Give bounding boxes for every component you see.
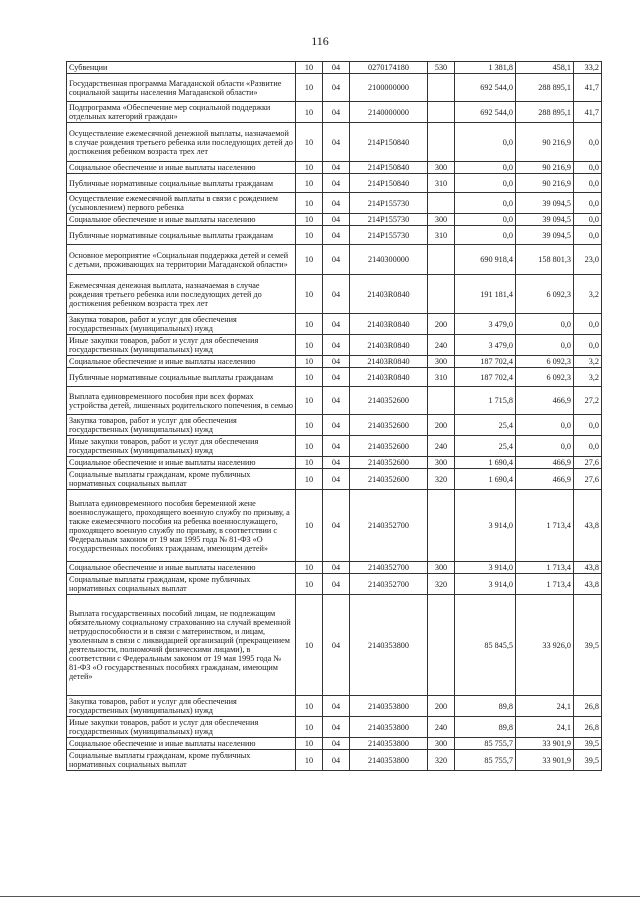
row-plan-amount: 692 544,0 <box>455 102 516 123</box>
row-actual-amount: 6 092,3 <box>516 275 574 314</box>
row-actual-amount: 6 092,3 <box>516 368 574 387</box>
row-subsection: 04 <box>323 696 350 717</box>
row-section: 10 <box>296 696 323 717</box>
row-section: 10 <box>296 717 323 738</box>
page-number: 116 <box>311 34 329 48</box>
row-plan-amount: 85 755,7 <box>455 750 516 771</box>
table-row <box>67 490 602 562</box>
row-name: Подпрограмма «Обеспечение мер социальной поддержки отдельных категорий граждан» <box>67 102 296 123</box>
row-plan-amount: 191 181,4 <box>455 275 516 314</box>
table-row <box>67 74 602 102</box>
row-subsection: 04 <box>323 595 350 696</box>
row-expense-type: 300 <box>428 356 455 368</box>
row-percent: 3,2 <box>574 275 602 314</box>
table-row <box>67 436 602 457</box>
row-plan-amount: 89,8 <box>455 696 516 717</box>
row-name: Социальные выплаты гражданам, кроме публичных нормативных социальных выплат <box>67 750 296 771</box>
row-percent: 39,5 <box>574 738 602 750</box>
row-name: Государственная программа Магаданской области «Развитие социальной защиты населения Магаданской области» <box>67 74 296 102</box>
row-expense-type <box>428 387 455 415</box>
row-target-article: 21403R0840 <box>350 275 428 314</box>
row-target-article: 2140353800 <box>350 750 428 771</box>
row-subsection: 04 <box>323 335 350 356</box>
row-section: 10 <box>296 74 323 102</box>
row-expense-type <box>428 490 455 562</box>
row-target-article: 2140353800 <box>350 738 428 750</box>
row-section: 10 <box>296 314 323 335</box>
table-row <box>67 245 602 275</box>
row-name: Выплата единовременного пособия при всех формах устройства детей, лишенных родительского попечения, в семью <box>67 387 296 415</box>
row-percent: 0,0 <box>574 436 602 457</box>
row-expense-type: 300 <box>428 162 455 174</box>
row-actual-amount: 1 713,4 <box>516 490 574 562</box>
row-plan-amount: 1 690,4 <box>455 457 516 469</box>
row-plan-amount: 0,0 <box>455 214 516 226</box>
row-percent: 0,0 <box>574 162 602 174</box>
row-name: Публичные нормативные социальные выплаты гражданам <box>67 368 296 387</box>
row-expense-type: 300 <box>428 562 455 574</box>
table-row <box>67 574 602 595</box>
row-actual-amount: 0,0 <box>516 314 574 335</box>
row-name: Осуществление ежемесячной денежной выплаты, назначаемой в случае рождения третьего ребенка или последующих детей до достижения ребенком возраста трех лет <box>67 123 296 162</box>
row-target-article: 21403R0840 <box>350 356 428 368</box>
table-row <box>67 717 602 738</box>
row-target-article: 2140353800 <box>350 717 428 738</box>
row-plan-amount: 690 918,4 <box>455 245 516 275</box>
table-row <box>67 738 602 750</box>
row-expense-type: 200 <box>428 314 455 335</box>
row-percent: 39,5 <box>574 595 602 696</box>
row-section: 10 <box>296 436 323 457</box>
row-percent: 23,0 <box>574 245 602 275</box>
row-plan-amount: 1 715,8 <box>455 387 516 415</box>
row-percent: 0,0 <box>574 193 602 214</box>
row-percent: 26,8 <box>574 696 602 717</box>
row-subsection: 04 <box>323 275 350 314</box>
row-target-article: 2140352600 <box>350 436 428 457</box>
row-percent: 43,8 <box>574 490 602 562</box>
row-actual-amount: 158 801,3 <box>516 245 574 275</box>
row-expense-type: 310 <box>428 174 455 193</box>
row-name: Выплата единовременного пособия беременной жене военнослужащего, проходящего военную службу по призыву, а также ежемесячного пособия на ребенка военнослужащего, проходящего военную службу по призыву, в соответствии с Федеральным законом от 19 мая 1995 года № 81-ФЗ «О государственных пособиях гражданам, имеющим детей» <box>67 490 296 562</box>
row-section: 10 <box>296 469 323 490</box>
row-actual-amount: 33 901,9 <box>516 738 574 750</box>
row-subsection: 04 <box>323 436 350 457</box>
table-row <box>67 314 602 335</box>
row-plan-amount: 25,4 <box>455 415 516 436</box>
row-name: Иные закупки товаров, работ и услуг для обеспечения государственных (муниципальных) нужд <box>67 717 296 738</box>
row-subsection: 04 <box>323 193 350 214</box>
row-percent: 0,0 <box>574 214 602 226</box>
row-expense-type: 200 <box>428 696 455 717</box>
row-actual-amount: 0,0 <box>516 415 574 436</box>
row-section: 10 <box>296 335 323 356</box>
row-name: Закупка товаров, работ и услуг для обеспечения государственных (муниципальных) нужд <box>67 696 296 717</box>
row-actual-amount: 39 094,5 <box>516 226 574 245</box>
row-actual-amount: 24,1 <box>516 717 574 738</box>
row-expense-type: 240 <box>428 436 455 457</box>
row-plan-amount: 0,0 <box>455 226 516 245</box>
row-section: 10 <box>296 174 323 193</box>
table-row <box>67 750 602 771</box>
row-expense-type <box>428 123 455 162</box>
row-subsection: 04 <box>323 490 350 562</box>
row-subsection: 04 <box>323 574 350 595</box>
table-row <box>67 457 602 469</box>
row-expense-type: 300 <box>428 738 455 750</box>
row-actual-amount: 33 926,0 <box>516 595 574 696</box>
row-actual-amount: 90 216,9 <box>516 162 574 174</box>
row-target-article: 214P150840 <box>350 174 428 193</box>
row-plan-amount: 3 914,0 <box>455 490 516 562</box>
table-row <box>67 562 602 574</box>
row-plan-amount: 3 479,0 <box>455 314 516 335</box>
table-row <box>67 387 602 415</box>
table-row <box>67 102 602 123</box>
row-subsection: 04 <box>323 74 350 102</box>
row-section: 10 <box>296 595 323 696</box>
row-expense-type <box>428 193 455 214</box>
row-percent: 39,5 <box>574 750 602 771</box>
row-target-article: 214P150840 <box>350 123 428 162</box>
table-body <box>67 62 602 771</box>
row-percent: 33,2 <box>574 62 602 74</box>
row-percent: 27,6 <box>574 469 602 490</box>
row-actual-amount: 33 901,9 <box>516 750 574 771</box>
row-subsection: 04 <box>323 562 350 574</box>
row-target-article: 2140352700 <box>350 562 428 574</box>
budget-table <box>66 61 602 771</box>
row-percent: 0,0 <box>574 314 602 335</box>
row-target-article: 2140352600 <box>350 457 428 469</box>
table-row <box>67 226 602 245</box>
row-plan-amount: 0,0 <box>455 193 516 214</box>
row-name: Ежемесячная денежная выплата, назначаемая в случае рождения третьего ребенка или последующих детей до достижения ребенком возраста трех лет <box>67 275 296 314</box>
row-name: Публичные нормативные социальные выплаты гражданам <box>67 174 296 193</box>
row-expense-type: 320 <box>428 574 455 595</box>
row-name: Социальное обеспечение и иные выплаты населению <box>67 738 296 750</box>
row-target-article: 0270174180 <box>350 62 428 74</box>
row-actual-amount: 288 895,1 <box>516 74 574 102</box>
row-target-article: 2140352600 <box>350 387 428 415</box>
row-plan-amount: 3 914,0 <box>455 562 516 574</box>
row-name: Социальное обеспечение и иные выплаты населению <box>67 562 296 574</box>
row-plan-amount: 0,0 <box>455 123 516 162</box>
table-row <box>67 356 602 368</box>
row-section: 10 <box>296 214 323 226</box>
row-subsection: 04 <box>323 368 350 387</box>
row-subsection: 04 <box>323 457 350 469</box>
row-subsection: 04 <box>323 162 350 174</box>
row-subsection: 04 <box>323 356 350 368</box>
row-name: Социальное обеспечение и иные выплаты населению <box>67 162 296 174</box>
table-row <box>67 162 602 174</box>
table-row <box>67 469 602 490</box>
row-subsection: 04 <box>323 62 350 74</box>
row-section: 10 <box>296 490 323 562</box>
row-name: Социальное обеспечение и иные выплаты населению <box>67 214 296 226</box>
row-section: 10 <box>296 275 323 314</box>
table-row <box>67 415 602 436</box>
row-expense-type <box>428 102 455 123</box>
row-name: Публичные нормативные социальные выплаты гражданам <box>67 226 296 245</box>
row-plan-amount: 85 755,7 <box>455 738 516 750</box>
row-section: 10 <box>296 356 323 368</box>
row-plan-amount: 3 914,0 <box>455 574 516 595</box>
table-row <box>67 335 602 356</box>
table-row <box>67 368 602 387</box>
row-target-article: 21403R0840 <box>350 368 428 387</box>
row-actual-amount: 39 094,5 <box>516 214 574 226</box>
row-expense-type: 240 <box>428 717 455 738</box>
row-expense-type: 320 <box>428 750 455 771</box>
row-expense-type: 310 <box>428 226 455 245</box>
row-target-article: 214P150840 <box>350 162 428 174</box>
row-name: Социальное обеспечение и иные выплаты населению <box>67 457 296 469</box>
row-subsection: 04 <box>323 314 350 335</box>
row-actual-amount: 288 895,1 <box>516 102 574 123</box>
row-name: Основное мероприятие «Социальная поддержка детей и семей с детьми, проживающих на территории Магаданской области» <box>67 245 296 275</box>
row-actual-amount: 39 094,5 <box>516 193 574 214</box>
row-subsection: 04 <box>323 415 350 436</box>
row-percent: 0,0 <box>574 415 602 436</box>
row-subsection: 04 <box>323 245 350 275</box>
row-target-article: 2140352600 <box>350 469 428 490</box>
row-plan-amount: 0,0 <box>455 162 516 174</box>
row-name: Осуществление ежемесячной выплаты в связи с рождением (усыновлением) первого ребенка <box>67 193 296 214</box>
row-subsection: 04 <box>323 174 350 193</box>
bottom-divider <box>0 896 640 897</box>
row-target-article: 2140000000 <box>350 102 428 123</box>
row-percent: 26,8 <box>574 717 602 738</box>
row-actual-amount: 90 216,9 <box>516 123 574 162</box>
row-percent: 27,2 <box>574 387 602 415</box>
row-actual-amount: 466,9 <box>516 457 574 469</box>
row-section: 10 <box>296 226 323 245</box>
row-actual-amount: 466,9 <box>516 469 574 490</box>
row-name: Социальное обеспечение и иные выплаты населению <box>67 356 296 368</box>
row-section: 10 <box>296 62 323 74</box>
row-percent: 43,8 <box>574 562 602 574</box>
row-name: Субвенции <box>67 62 296 74</box>
row-target-article: 2140352700 <box>350 574 428 595</box>
row-target-article: 214P155730 <box>350 193 428 214</box>
row-name: Социальные выплаты гражданам, кроме публичных нормативных социальных выплат <box>67 574 296 595</box>
row-percent: 41,7 <box>574 74 602 102</box>
row-target-article: 214P155730 <box>350 214 428 226</box>
row-target-article: 2140352700 <box>350 490 428 562</box>
table-row <box>67 595 602 696</box>
row-name: Иные закупки товаров, работ и услуг для обеспечения государственных (муниципальных) нужд <box>67 335 296 356</box>
row-section: 10 <box>296 102 323 123</box>
row-plan-amount: 0,0 <box>455 174 516 193</box>
row-section: 10 <box>296 750 323 771</box>
table-row <box>67 123 602 162</box>
row-section: 10 <box>296 387 323 415</box>
row-name: Закупка товаров, работ и услуг для обеспечения государственных (муниципальных) нужд <box>67 314 296 335</box>
row-subsection: 04 <box>323 750 350 771</box>
row-target-article: 21403R0840 <box>350 335 428 356</box>
row-plan-amount: 3 479,0 <box>455 335 516 356</box>
row-target-article: 21403R0840 <box>350 314 428 335</box>
table-row <box>67 193 602 214</box>
row-percent: 0,0 <box>574 335 602 356</box>
row-expense-type <box>428 74 455 102</box>
row-percent: 43,8 <box>574 574 602 595</box>
row-percent: 0,0 <box>574 226 602 245</box>
row-actual-amount: 0,0 <box>516 436 574 457</box>
row-percent: 3,2 <box>574 368 602 387</box>
table-row <box>67 214 602 226</box>
row-plan-amount: 1 690,4 <box>455 469 516 490</box>
row-expense-type <box>428 245 455 275</box>
row-name: Социальные выплаты гражданам, кроме публичных нормативных социальных выплат <box>67 469 296 490</box>
table-row <box>67 696 602 717</box>
row-expense-type: 300 <box>428 214 455 226</box>
row-plan-amount: 85 845,5 <box>455 595 516 696</box>
row-actual-amount: 90 216,9 <box>516 174 574 193</box>
row-plan-amount: 1 381,8 <box>455 62 516 74</box>
row-subsection: 04 <box>323 214 350 226</box>
row-actual-amount: 1 713,4 <box>516 574 574 595</box>
row-target-article: 2140353800 <box>350 595 428 696</box>
row-target-article: 214P155730 <box>350 226 428 245</box>
row-percent: 27,6 <box>574 457 602 469</box>
row-percent: 0,0 <box>574 123 602 162</box>
table-row <box>67 275 602 314</box>
row-expense-type: 320 <box>428 469 455 490</box>
row-target-article: 2140352600 <box>350 415 428 436</box>
row-actual-amount: 24,1 <box>516 696 574 717</box>
row-expense-type: 310 <box>428 368 455 387</box>
row-name: Иные закупки товаров, работ и услуг для обеспечения государственных (муниципальных) нужд <box>67 436 296 457</box>
row-subsection: 04 <box>323 717 350 738</box>
row-section: 10 <box>296 562 323 574</box>
row-section: 10 <box>296 415 323 436</box>
row-actual-amount: 458,1 <box>516 62 574 74</box>
row-expense-type: 300 <box>428 457 455 469</box>
row-section: 10 <box>296 738 323 750</box>
row-actual-amount: 6 092,3 <box>516 356 574 368</box>
row-plan-amount: 187 702,4 <box>455 368 516 387</box>
row-plan-amount: 187 702,4 <box>455 356 516 368</box>
row-section: 10 <box>296 457 323 469</box>
row-section: 10 <box>296 123 323 162</box>
row-expense-type: 240 <box>428 335 455 356</box>
row-subsection: 04 <box>323 226 350 245</box>
row-subsection: 04 <box>323 123 350 162</box>
row-name: Выплата государственных пособий лицам, не подлежащим обязательному социальному страхованию на случай временной нетрудоспособности и в связи с материнством, и лицам, уволенным в связи с ликвидацией организаций (прекращением деятельности, полномочий физическими лицами), в соответствии с Федеральным законом от 19 мая 1995 года № 81-ФЗ «О государственных пособиях гражданам, имеющим детей» <box>67 595 296 696</box>
row-percent: 0,0 <box>574 174 602 193</box>
row-target-article: 2100000000 <box>350 74 428 102</box>
row-actual-amount: 466,9 <box>516 387 574 415</box>
row-section: 10 <box>296 368 323 387</box>
row-percent: 3,2 <box>574 356 602 368</box>
row-plan-amount: 25,4 <box>455 436 516 457</box>
row-name: Закупка товаров, работ и услуг для обеспечения государственных (муниципальных) нужд <box>67 415 296 436</box>
row-plan-amount: 89,8 <box>455 717 516 738</box>
row-expense-type: 200 <box>428 415 455 436</box>
row-actual-amount: 1 713,4 <box>516 562 574 574</box>
row-subsection: 04 <box>323 387 350 415</box>
row-expense-type: 530 <box>428 62 455 74</box>
row-actual-amount: 0,0 <box>516 335 574 356</box>
row-subsection: 04 <box>323 738 350 750</box>
row-subsection: 04 <box>323 469 350 490</box>
row-section: 10 <box>296 162 323 174</box>
row-target-article: 2140353800 <box>350 696 428 717</box>
row-target-article: 2140300000 <box>350 245 428 275</box>
row-section: 10 <box>296 193 323 214</box>
table-row <box>67 174 602 193</box>
row-subsection: 04 <box>323 102 350 123</box>
row-expense-type <box>428 595 455 696</box>
table-row <box>67 62 602 74</box>
row-plan-amount: 692 544,0 <box>455 74 516 102</box>
row-section: 10 <box>296 574 323 595</box>
row-percent: 41,7 <box>574 102 602 123</box>
row-section: 10 <box>296 245 323 275</box>
row-expense-type <box>428 275 455 314</box>
